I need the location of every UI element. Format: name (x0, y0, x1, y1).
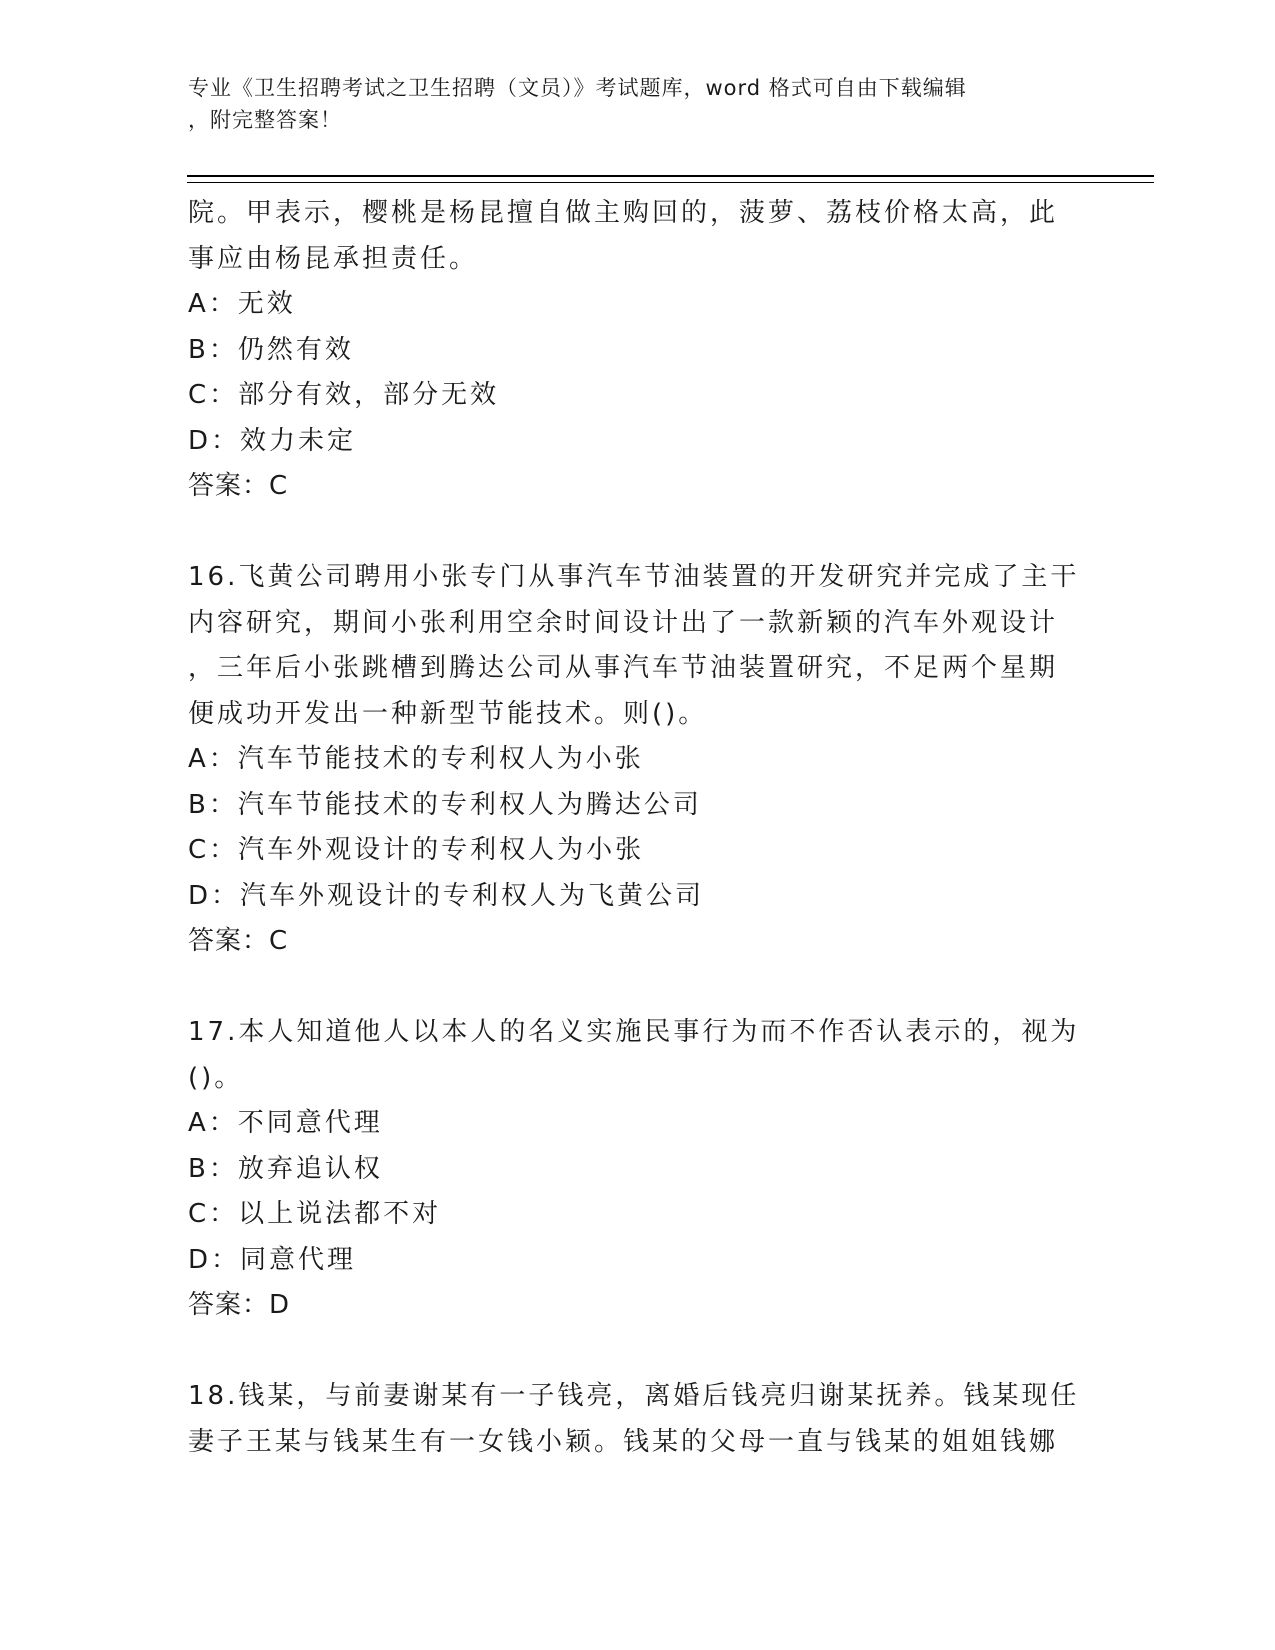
question-text-line: 院。甲表示，樱桃是杨昆擅自做主购回的，菠萝、荔枝价格太高，此 (188, 198, 1059, 228)
question-17 (188, 1010, 1088, 1329)
option-a: A：汽车节能技术的专利权人为小张 (188, 744, 644, 774)
option-b: B：汽车节能技术的专利权人为腾达公司 (188, 789, 702, 820)
spacer (188, 965, 1088, 1011)
answer: 答案：D (188, 1290, 291, 1320)
question-18 (188, 1374, 1088, 1465)
question-text-line: 事应由杨昆承担责任。 (188, 243, 479, 274)
question-text-line: 妻子王某与钱某生有一女钱小颖。钱某的父母一直与钱某的姐姐钱娜 (188, 1426, 1059, 1457)
question-text-line: 17.本人知道他人以本人的名义实施民事行为而不作否认表示的，视为 (188, 1017, 1080, 1047)
spacer (188, 510, 1088, 556)
question-text-line: 内容研究，期间小张利用空余时间设计出了一款新颖的汽车外观设计 (188, 607, 1059, 638)
question-15-continued (188, 191, 1088, 510)
question-text-line: 16.飞黄公司聘用小张专门从事汽车节油装置的开发研究并完成了主干 (188, 562, 1080, 592)
question-text-line: ()。 (188, 1062, 244, 1093)
option-d: D：汽车外观设计的专利权人为飞黄公司 (188, 880, 705, 911)
question-text-line: ，三年后小张跳槽到腾达公司从事汽车节油装置研究，不足两个星期 (188, 653, 1059, 683)
document-header (188, 72, 1068, 136)
header-title-line-1: 专业《卫生招聘考试之卫生招聘（文员）》考试题库，word 格式可自由下载编辑 (188, 76, 967, 100)
question-content (188, 191, 1088, 1465)
header-title-line-2: ，附完整答案！ (188, 108, 342, 132)
question-text-line: 18.钱某，与前妻谢某有一子钱亮，离婚后钱亮归谢某抚养。钱某现任 (188, 1381, 1080, 1411)
header-divider-thick (187, 175, 1154, 177)
option-b: B：仍然有效 (188, 334, 354, 365)
answer: 答案：C (188, 926, 289, 956)
option-a: A：不同意代理 (188, 1108, 383, 1138)
spacer (188, 1329, 1088, 1375)
option-d: D：效力未定 (188, 425, 357, 456)
option-b: B：放弃追认权 (188, 1153, 383, 1184)
question-16 (188, 555, 1088, 965)
option-d: D：同意代理 (188, 1244, 357, 1275)
option-a: A：无效 (188, 289, 296, 319)
option-c: C：以上说法都不对 (188, 1199, 442, 1229)
question-text-line: 便成功开发出一种新型节能技术。则()。 (188, 698, 708, 729)
option-c: C：部分有效，部分无效 (188, 380, 500, 410)
header-divider-thin (187, 182, 1154, 183)
answer: 答案：C (188, 471, 289, 501)
option-c: C：汽车外观设计的专利权人为小张 (188, 835, 645, 865)
